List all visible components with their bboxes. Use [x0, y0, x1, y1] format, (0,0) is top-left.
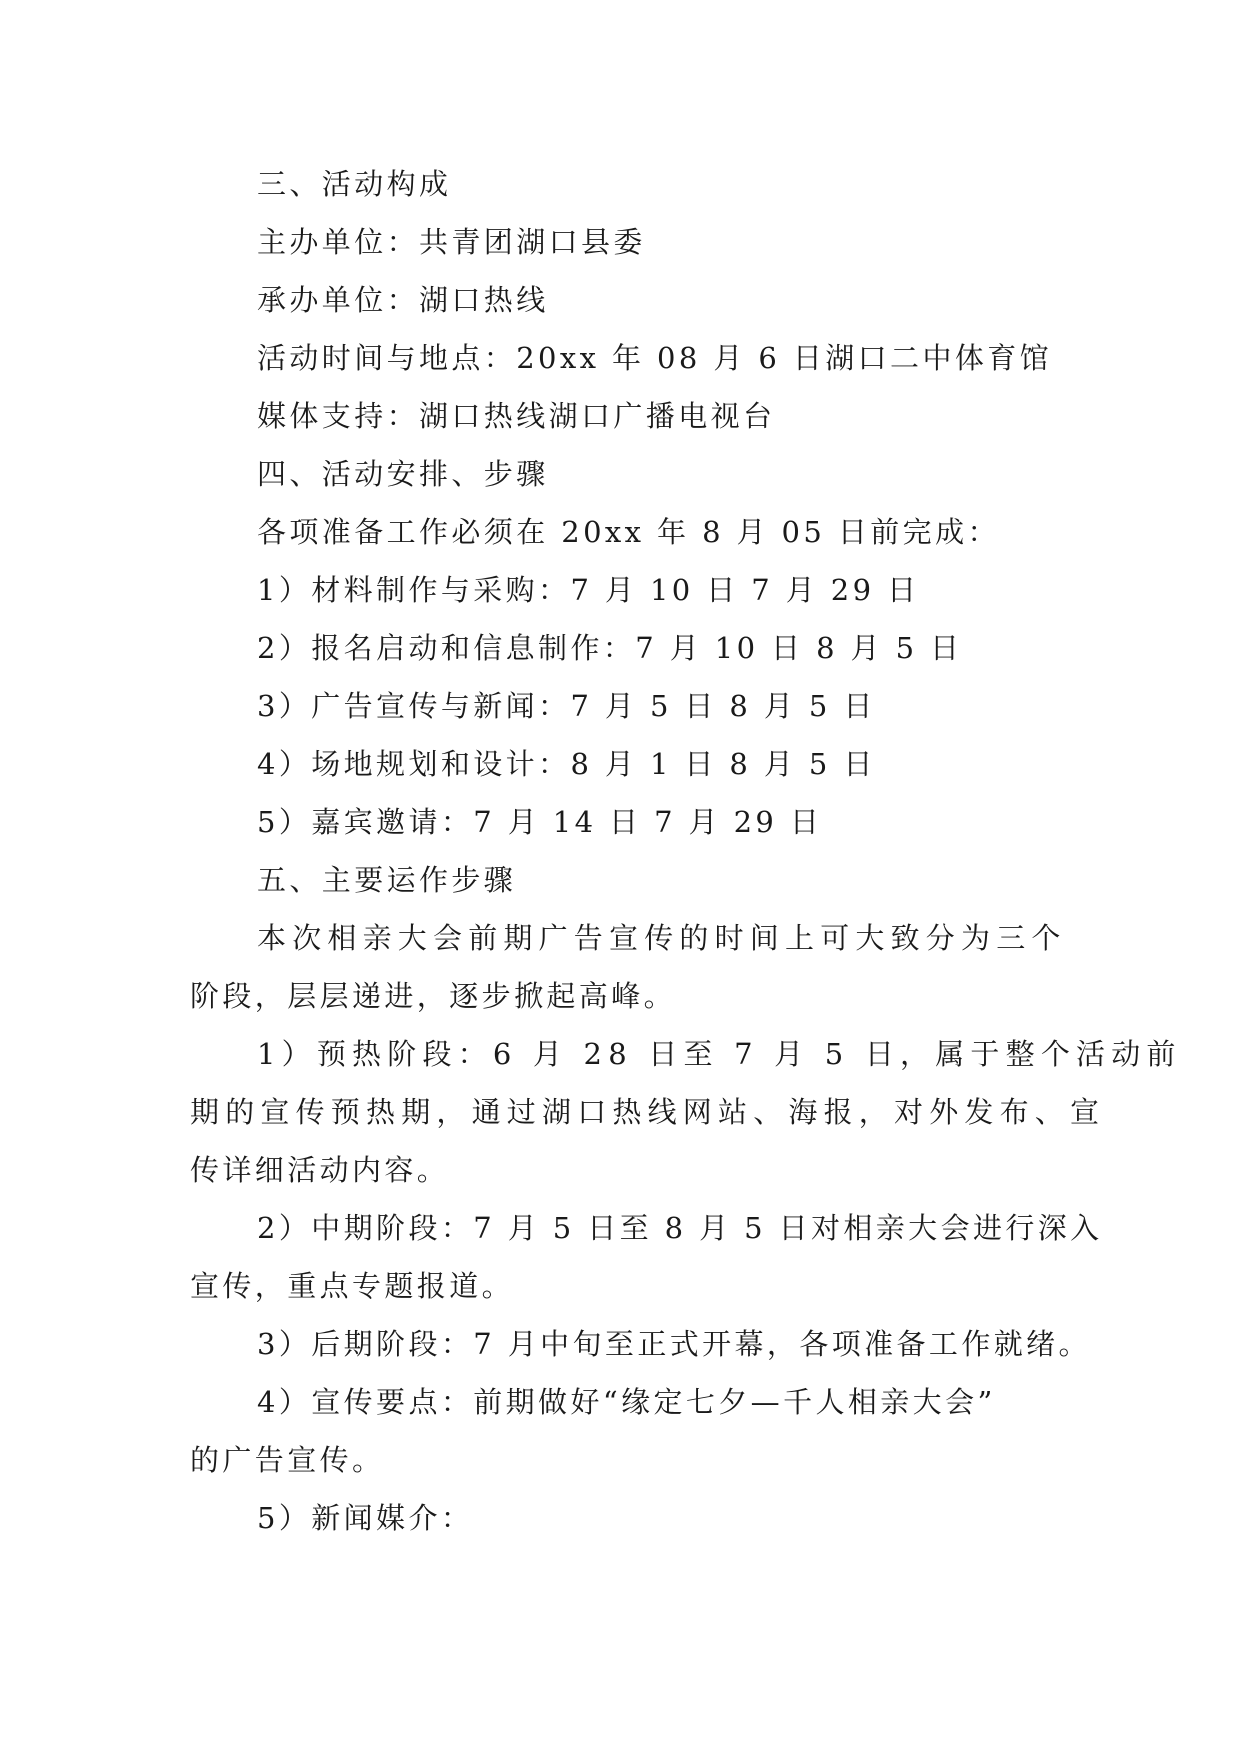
step-item-3: 3）广告宣传与新闻：7 月 5 日 8 月 5 日: [257, 689, 876, 723]
section-heading-5: 五、主要运作步骤: [257, 863, 517, 897]
paragraph-line: 的广告宣传。: [190, 1443, 385, 1477]
organizer-line: 主办单位：共青团湖口县委: [257, 225, 646, 259]
step-item-4: 4）场地规划和设计：8 月 1 日 8 月 5 日: [257, 747, 876, 781]
paragraph-line: 传详细活动内容。: [190, 1153, 450, 1187]
co-organizer-line: 承办单位：湖口热线: [257, 283, 549, 317]
paragraph-line: 期的宣传预热期，通过湖口热线网站、海报，对外发布、宣: [190, 1095, 1106, 1129]
section-heading-4: 四、活动安排、步骤: [257, 457, 549, 491]
paragraph-line: 5）新闻媒介：: [257, 1501, 474, 1535]
paragraph-line: 阶段，层层递进，逐步掀起高峰。: [190, 979, 677, 1013]
paragraph-line: 4）宣传要点：前期做好“缘定七夕—千人相亲大会”: [257, 1385, 996, 1419]
paragraph-line: 3）后期阶段：7 月中旬至正式开幕，各项准备工作就绪。: [257, 1327, 1091, 1361]
step-item-2: 2）报名启动和信息制作：7 月 10 日 8 月 5 日: [257, 631, 963, 665]
paragraph-line: 本次相亲大会前期广告宣传的时间上可大致分为三个: [257, 921, 1067, 955]
paragraph-line: 宣传，重点专题报道。: [190, 1269, 515, 1303]
step-item-5: 5）嘉宾邀请：7 月 14 日 7 月 29 日: [257, 805, 823, 839]
preparation-deadline-line: 各项准备工作必须在 20xx 年 8 月 05 日前完成：: [257, 515, 1000, 549]
step-item-1: 1）材料制作与采购：7 月 10 日 7 月 29 日: [257, 573, 920, 607]
section-heading-3: 三、活动构成: [257, 167, 452, 201]
media-support-line: 媒体支持：湖口热线湖口广播电视台: [257, 399, 776, 433]
time-location-line: 活动时间与地点：20xx 年 08 月 6 日湖口二中体育馆: [257, 341, 1053, 375]
paragraph-line: 1）预热阶段：6 月 28 日至 7 月 5 日，属于整个活动前: [257, 1037, 1182, 1071]
paragraph-line: 2）中期阶段：7 月 5 日至 8 月 5 日对相亲大会进行深入: [257, 1211, 1103, 1245]
